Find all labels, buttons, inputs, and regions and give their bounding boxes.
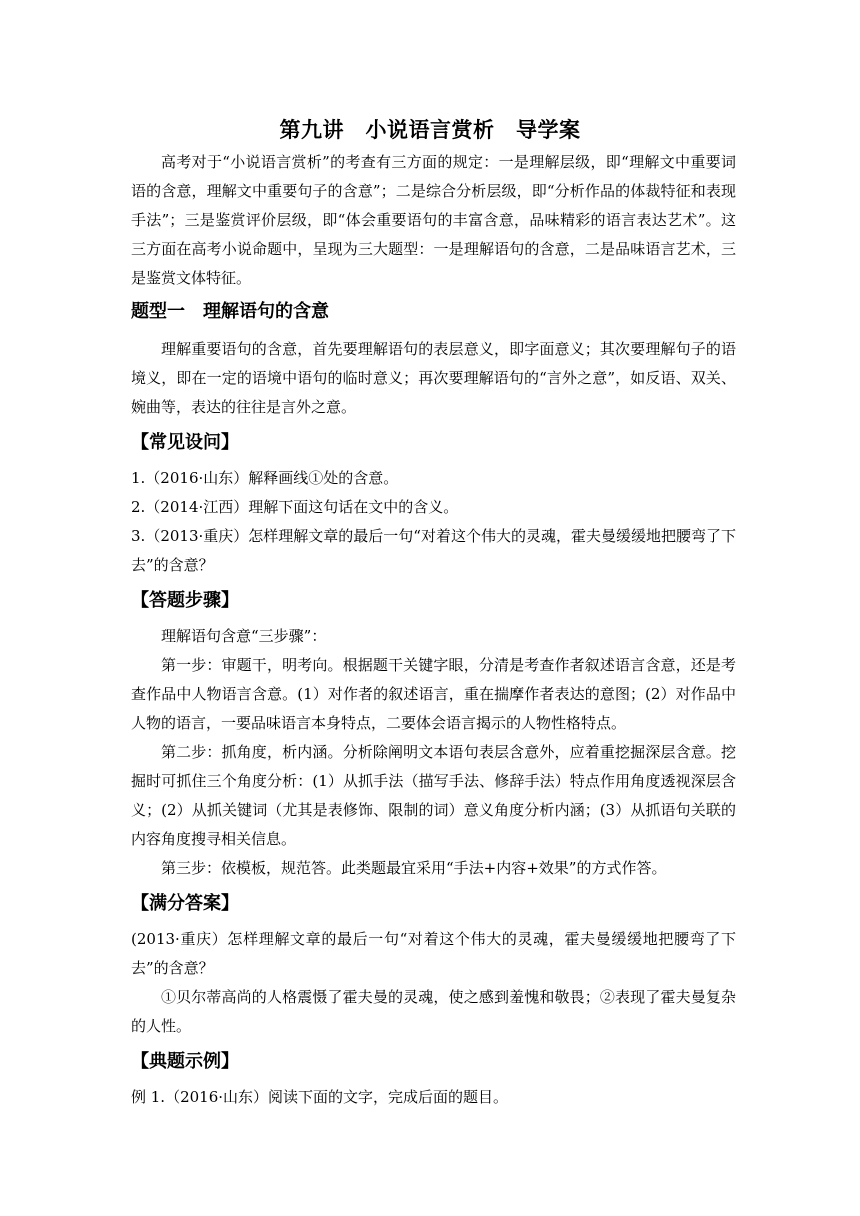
step-one-paragraph: 第一步：审题干，明考向。根据题干关键字眼，分清是考查作者叙述语言含意，还是考查作品中人物语言含意。(1）对作者的叙述语言，重在揣摩作者表达的意图；(2）对作品中人物的语言，一要品味语言本身特点，二要体会语言揭示的人物性格特点。 xyxy=(131,656,736,732)
answer-text: ①贝尔蒂高尚的人格震慑了霍夫曼的灵魂，使之感到羞愧和敬畏；②表现了霍夫曼复杂的人性。 xyxy=(131,988,736,1035)
answer-question: (2013·重庆）怎样理解文章的最后一句“对着这个伟大的灵魂，霍夫曼缓缓地把腰弯了下去”的含意？ xyxy=(131,930,736,977)
type1-heading: 题型一 理解语句的含意 xyxy=(131,301,329,322)
common-question-item: 3.（2013·重庆）怎样理解文章的最后一句“对着这个伟大的灵魂，霍夫曼缓缓地把腰弯了下去”的含意？ xyxy=(131,527,736,574)
common-question-item: 2.（2014·江西）理解下面这句话在文中的含义。 xyxy=(131,498,459,516)
intro-paragraph: 高考对于“小说语言赏析”的考查有三方面的规定：一是理解层级，即“理解文中重要词语的含意，理解文中重要句子的含意”；二是综合分析层级，即“分析作品的体裁特征和表现手法”；三是鉴赏评价层级，即“体会重要语句的丰富含意，品味精彩的语言表达艺术”。这三方面在高考小说命题中，呈现为三大题型：一是理解语句的含意，二是品味语言艺术，三是鉴赏文体特征。 xyxy=(131,153,736,287)
example-text: 例 1.（2016·山东）阅读下面的文字，完成后面的题目。 xyxy=(131,1088,509,1106)
page-title: 第九讲 小说语言赏析 导学案 xyxy=(279,117,581,142)
answer-steps-heading: 【答题步骤】 xyxy=(131,590,239,611)
step-two-paragraph: 第二步：抓角度，析内涵。分析除阐明文本语句表层含意外，应着重挖掘深层含意。挖掘时可抓住三个角度分析：(1）从抓手法（描写手法、修辞手法）特点作用角度透视深层含义；(2）从抓关键词（尤其是表修饰、限制的词）意义角度分析内涵；(3）从抓语句关联的内容角度搜寻相关信息。 xyxy=(131,743,736,848)
common-question-item: 1.（2016·山东）解释画线①处的含意。 xyxy=(131,469,399,487)
step-three-paragraph: 第三步：依模板，规范答。此类题最宜采用“手法+内容+效果”的方式作答。 xyxy=(161,859,667,877)
steps-intro: 理解语句含意“三步骤”： xyxy=(161,627,327,645)
full-mark-answer-heading: 【满分答案】 xyxy=(131,893,239,914)
type1-intro-paragraph: 理解重要语句的含意，首先要理解语句的表层意义，即字面意义；其次要理解句子的语境义，即在一定的语境中语句的临时意义；再次要理解语句的“言外之意”，如反语、双关、婉曲等，表达的往往是言外之意。 xyxy=(131,340,736,416)
common-questions-heading: 【常见设问】 xyxy=(131,432,239,453)
document-body xyxy=(131,148,736,1112)
example-heading: 【典题示例】 xyxy=(131,1051,239,1072)
